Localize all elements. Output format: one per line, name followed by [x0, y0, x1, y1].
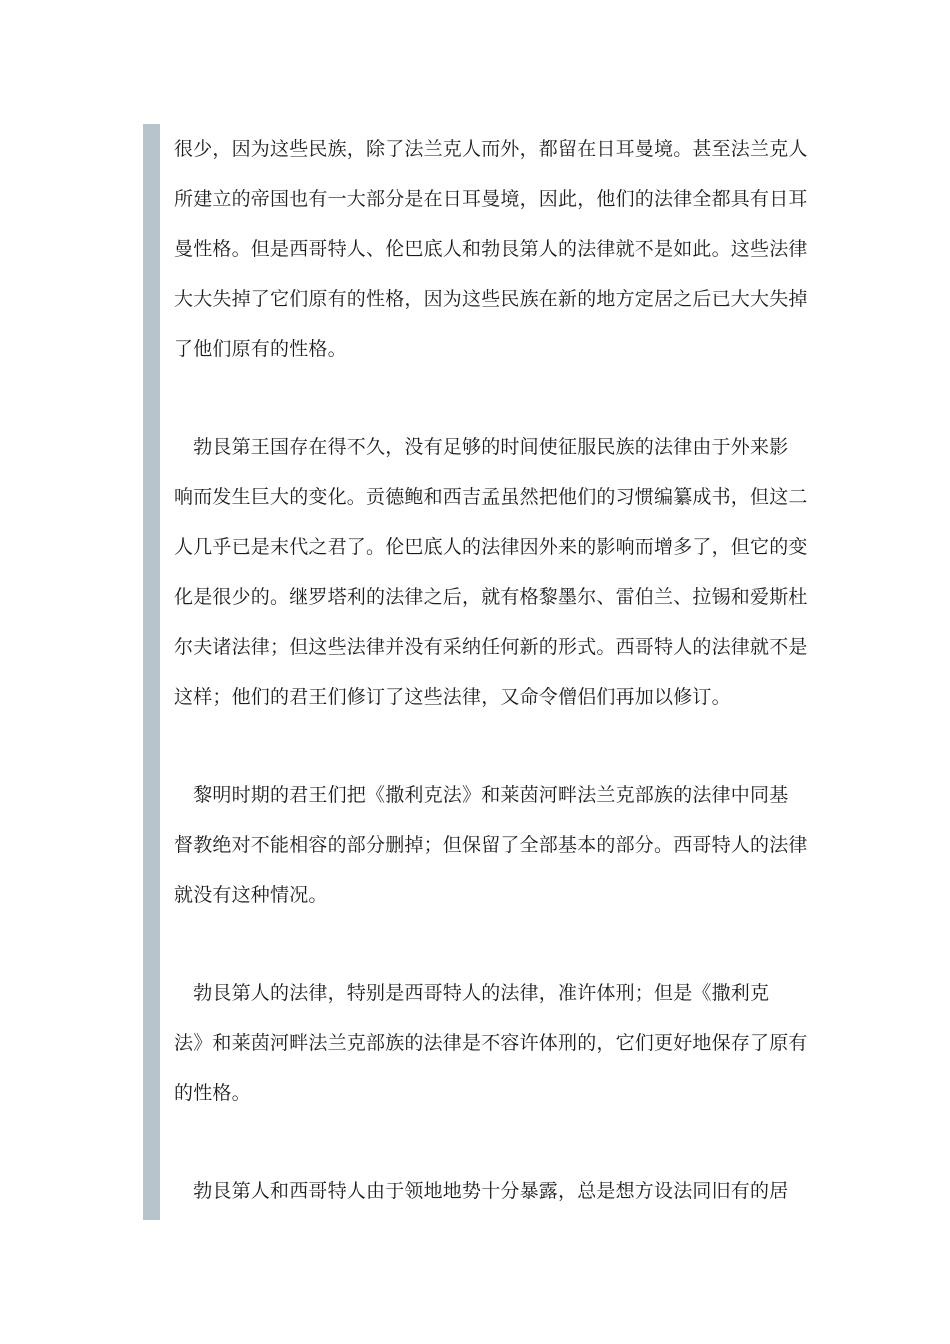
- text-line: 就没有这种情况。: [174, 884, 328, 906]
- text-line: 勃艮第人的法律，特别是西哥特人的法律，准许体刑；但是《撒利克: [174, 982, 770, 1004]
- text-line: 法》和莱茵河畔法兰克部族的法律是不容许体刑的，它们更好地保存了原有: [174, 1032, 808, 1054]
- paragraph: [174, 1166, 814, 1216]
- text-line: 了他们原有的性格。: [174, 338, 347, 360]
- text-line: 曼性格。但是西哥特人、伦巴底人和勃艮第人的法律就不是如此。这些法律: [174, 238, 808, 260]
- text-line: 人几乎已是末代之君了。伦巴底人的法律因外来的影响而增多了，但它的变: [174, 536, 808, 558]
- text-line: 的性格。: [174, 1082, 251, 1104]
- paragraph: [174, 968, 814, 1118]
- text-line: 响而发生巨大的变化。贡德鲍和西吉孟虽然把他们的习惯编纂成书，但这二: [174, 486, 808, 508]
- text-line: 黎明时期的君王们把《撒利克法》和莱茵河畔法兰克部族的法律中同基: [174, 784, 789, 806]
- text-line: 勃艮第王国存在得不久，没有足够的时间使征服民族的法律由于外来影: [174, 436, 789, 458]
- text-line: 督教绝对不能相容的部分删掉；但保留了全部基本的部分。西哥特人的法律: [174, 834, 808, 856]
- text-line: 尔夫诸法律；但这些法律并没有采纳任何新的形式。西哥特人的法律就不是: [174, 636, 808, 658]
- paragraph: [174, 422, 814, 722]
- paragraph: [174, 124, 814, 374]
- paragraph-gap: [174, 374, 814, 422]
- paragraph-gap: [174, 920, 814, 968]
- text-line: 化是很少的。继罗塔利的法律之后，就有格黎墨尔、雷伯兰、拉锡和爱斯杜: [174, 586, 808, 608]
- paragraph: [174, 770, 814, 920]
- text-line: 大大失掉了它们原有的性格，因为这些民族在新的地方定居之后已大大失掉: [174, 288, 808, 310]
- paragraph-gap: [174, 1118, 814, 1166]
- paragraph-gap: [174, 722, 814, 770]
- quote-side-bar: [143, 124, 160, 1220]
- text-line: 所建立的帝国也有一大部分是在日耳曼境，因此，他们的法律全都具有日耳: [174, 188, 808, 210]
- text-line: 很少，因为这些民族，除了法兰克人而外，都留在日耳曼境。甚至法兰克人: [174, 138, 808, 160]
- text-line: 勃艮第人和西哥特人由于领地地势十分暴露，总是想方设法同旧有的居: [174, 1180, 789, 1202]
- text-line: 这样；他们的君王们修订了这些法律，又命令僧侣们再加以修订。: [174, 686, 731, 708]
- document-body: [174, 124, 814, 1216]
